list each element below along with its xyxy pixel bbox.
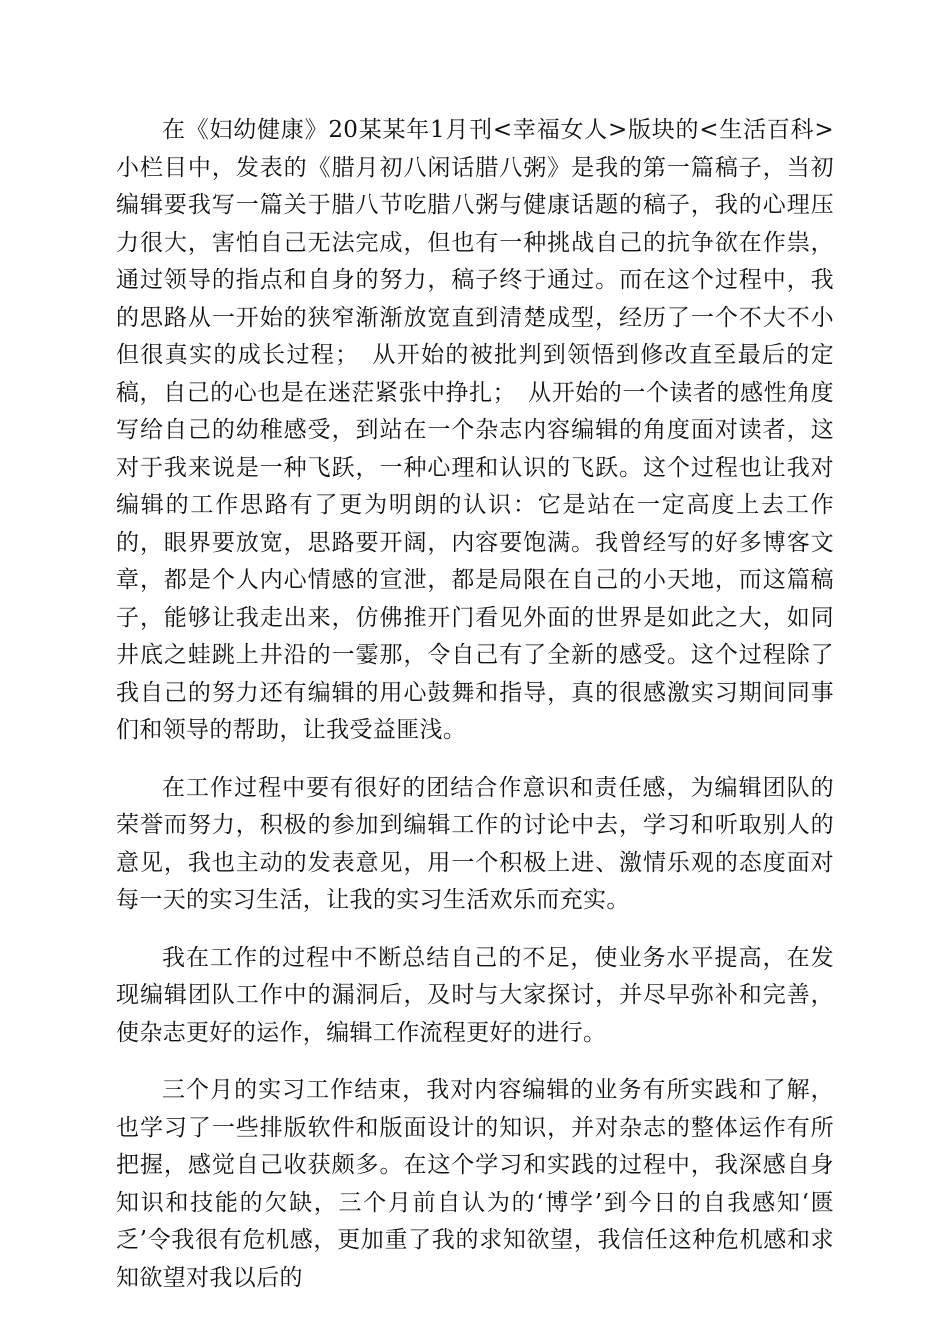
document-body [116,112,834,1317]
paragraph-teamwork: 在工作过程中要有很好的团结合作意识和责任感，为编辑团队的荣誉而努力，积极的参加到编辑工作的讨论中去，学习和听取别人的意见，我也主动的发表意见，用一个积极上进、激情乐观的态度面对每一天的实习生活，让我的实习生活欢乐而充实。 [116,774,834,913]
paragraph-internship-summary: 三个月的实习工作结束，我对内容编辑的业务有所实践和了解，也学习了一些排版软件和版面设计的知识，并对杂志的整体运作有所把握，感觉自己收获颇多。在这个学习和实践的过程中，我深感自身知识和技能的欠缺，三个月前自认为的‘博学’到今日的自我感知‘匮乏’令我很有危机感，更加重了我的求知欲望，我信任这种危机感和求知欲望对我以后的 [116,1077,834,1291]
paragraph-self-improvement: 我在工作的过程中不断总结自己的不足，使业务水平提高，在发现编辑团队工作中的漏洞后，及时与大家探讨，并尽早弥补和完善，使杂志更好的运作，编辑工作流程更好的进行。 [116,944,834,1046]
paragraph-first-article: 在《妇幼健康》20某某年1月刊<幸福女人>版块的<生活百科>小栏目中，发表的《腊月初八闲话腊八粥》是我的第一篇稿子，当初编辑要我写一篇关于腊八节吃腊八粥与健康话题的稿子，我的心理压力很大，害怕自己无法完成，但也有一种挑战自己的抗争欲在作祟，通过领导的指点和自身的努力，稿子终于通过。而在这个过程中，我的思路从一开始的狭窄渐渐放宽直到清楚成型，经历了一个不大不小但很真实的成长过程； 从开始的被批判到领悟到修改直至最后的定稿，自己的心也是在迷茫紧张中挣扎； 从开始的一个读者的感性角度写给自己的幼稚感受，到站在一个杂志内容编辑的角度面对读者，这对于我来说是一种飞跃，一种心理和认识的飞跃。这个过程也让我对编辑的工作思路有了更为明朗的认识：它是站在一定高度上去工作的，眼界要放宽，思路要开阔，内容要饱满。我曾经写的好多博客文章，都是个人内心情感的宣泄，都是局限在自己的小天地，而这篇稿子，能够让我走出来，仿佛推开门看见外面的世界是如此之大，如同井底之蛙跳上井沿的一霎那，令自己有了全新的感受。这个过程除了我自己的努力还有编辑的用心鼓舞和指导，真的很感激实习期间同事们和领导的帮助，让我受益匪浅。 [116,117,834,743]
